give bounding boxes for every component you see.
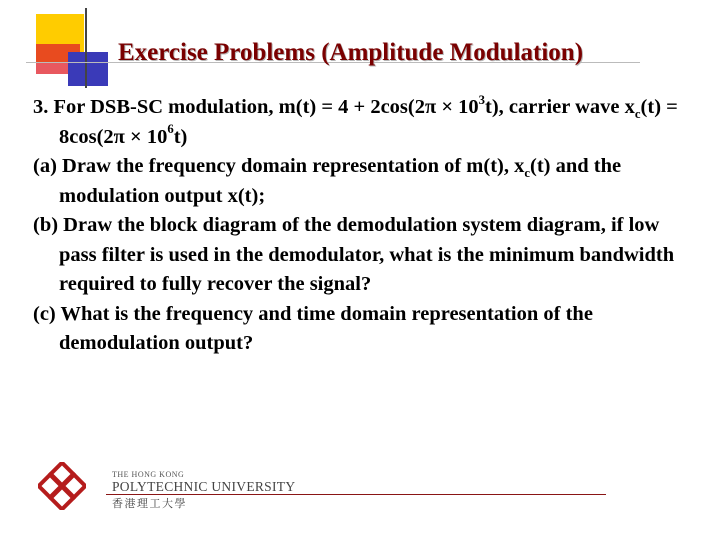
problem-part-b: (b) Draw the block diagram of the demodulation system diagram, if low pass filter is used in the demodulator, what is the minimum bandwidth required to fully recover the signal? — [33, 214, 675, 295]
problem-text — [33, 93, 693, 359]
slide-title: Exercise Problems (Amplitude Modulation) — [118, 39, 584, 66]
polyu-emblem-icon — [38, 462, 86, 510]
problem-part-c: (c) What is the frequency and time domain representation of the demodulation output? — [33, 302, 593, 354]
logo-text-line2: POLYTECHNIC UNIVERSITY — [112, 479, 296, 494]
problem-intro: 3. For DSB-SC modulation, $m(t) = 4 + 2\cos(2\pi \times 10^3t)$, carrier wave $x_c(t) = 8\cos(2\pi \times 10^6t)$ — [33, 92, 678, 148]
logo-text-chinese: 香港理工大學 — [112, 498, 187, 510]
decor-vertical-line — [85, 8, 87, 88]
decor-blue-square — [68, 52, 108, 86]
problem-part-a: (a) Draw the frequency domain representation of m(t), $x_c(t)$ and the modulation output x(t); — [33, 155, 622, 207]
logo-text-line1: THE HONG KONG — [112, 470, 185, 479]
